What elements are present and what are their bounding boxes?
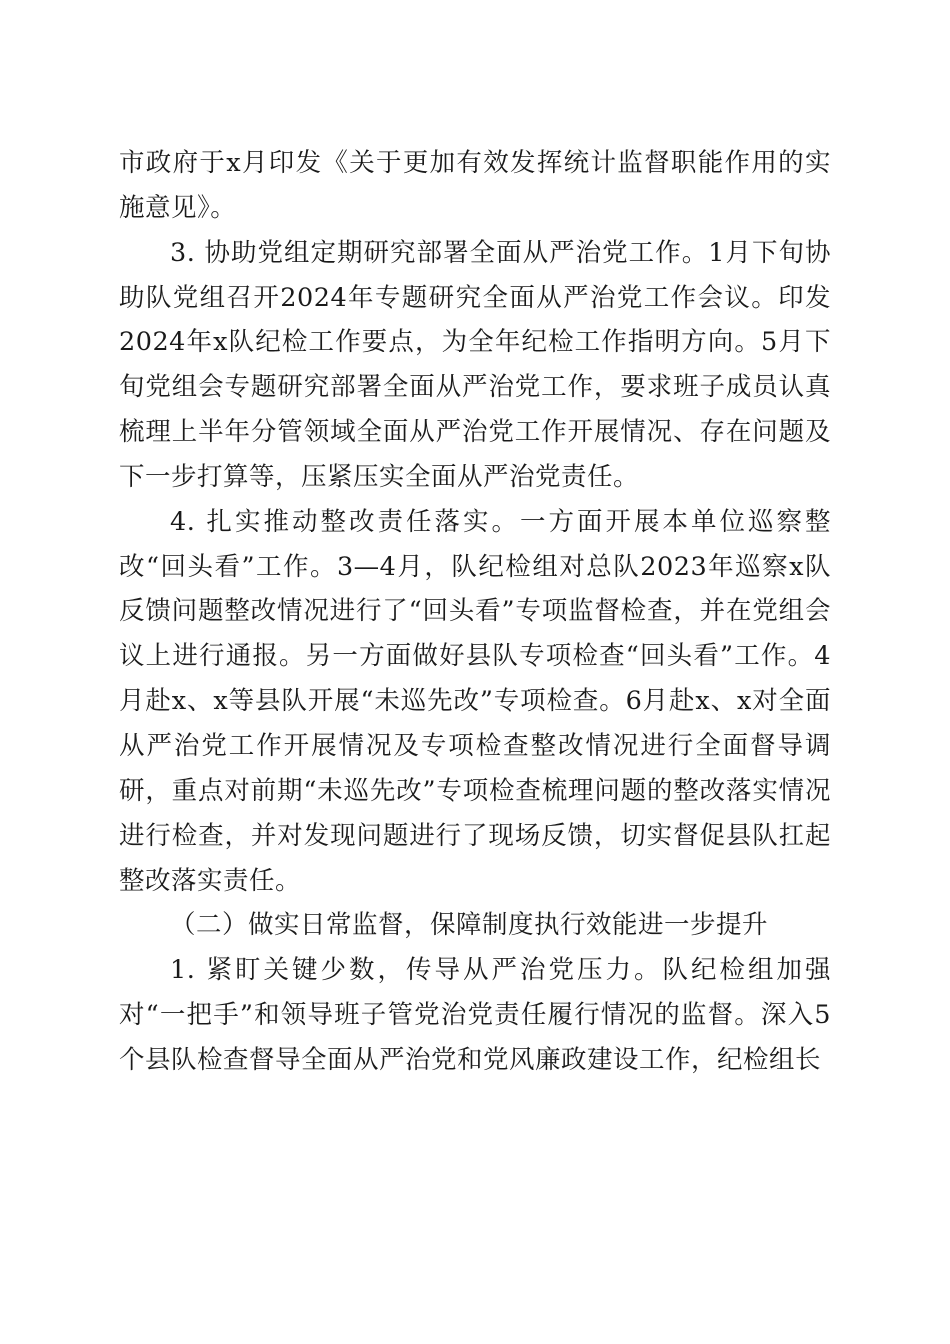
paragraph-item-3: 3. 协助党组定期研究部署全面从严治党工作。1月下旬协助队党组召开2024年专题研究全面从严治党工作会议。印发2024年x队纪检工作要点，为全年纪检工作指明方向。5月下旬党组会专题研究部署全面从严治党工作，要求班子成员认真梳理上半年分管领域全面从严治党工作开展情况、存在问题及下一步打算等，压紧压实全面从严治党责任。 [119,237,831,492]
paragraph-item-1: 1. 紧盯关键少数，传导从严治党压力。队纪检组加强对“一把手”和领导班子管党治党责任履行情况的监督。深入5个县队检查督导全面从严治党和党风廉政建设工作，纪检组长 [119,955,831,1075]
document-body [119,141,831,1083]
paragraph-continuation: 市政府于x月印发《关于更加有效发挥统计监督职能作用的实施意见》。 [119,148,831,223]
paragraph-item-4: 4. 扎实推动整改责任落实。一方面开展本单位巡察整改“回头看”工作。3—4月，队纪检组对总队2023年巡察x队反馈问题整改情况进行了“回头看”专项监督检查，并在党组会议上进行通报。另一方面做好县队专项检查“回头看”工作。4月赴x、x等县队开展“未巡先改”专项检查。6月赴x、x对全面从严治党工作开展情况及专项检查整改情况进行全面督导调研，重点对前期“未巡先改”专项检查梳理问题的整改落实情况进行检查，并对发现问题进行了现场反馈，切实督促县队扛起整改落实责任。 [119,506,831,896]
section-heading-2: （二）做实日常监督，保障制度执行效能进一步提升 [170,910,769,941]
